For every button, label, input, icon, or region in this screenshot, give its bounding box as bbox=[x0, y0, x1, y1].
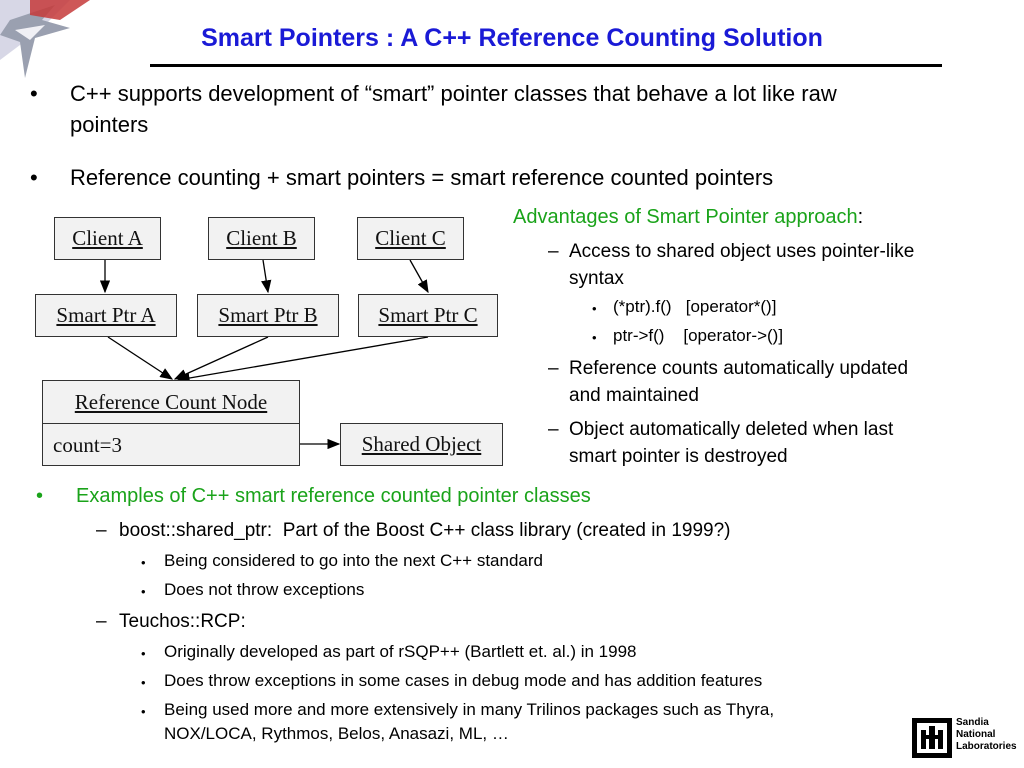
bullet-marker: • bbox=[141, 646, 146, 661]
client-a-box: Client A bbox=[54, 217, 161, 260]
example-teuchos: Teuchos::RCP: bbox=[119, 611, 246, 632]
sandia-logo-text bbox=[956, 717, 1017, 753]
reference-count-value: count=3 bbox=[53, 433, 122, 457]
arrow-ptr-c bbox=[178, 337, 428, 380]
advantage-2b: and maintained bbox=[569, 385, 699, 406]
bullet-text-2: Reference counting + smart pointers = smart reference counted pointers bbox=[70, 165, 774, 190]
bullet-text-1a: C++ supports development of “smart” pointer classes that behave a lot like raw bbox=[70, 81, 837, 106]
advantages-heading bbox=[513, 204, 863, 231]
advantage-2a: Reference counts automatically updated bbox=[569, 358, 909, 379]
advantage-sub-1: (*ptr).f() [operator*()] bbox=[613, 297, 777, 316]
logo-line-2: National bbox=[956, 729, 996, 740]
example-boost-sub-1: Being considered to go into the next C++ standard bbox=[164, 551, 543, 570]
dash-marker: – bbox=[548, 358, 559, 379]
client-c-box: Client C bbox=[357, 217, 464, 260]
example-teuchos-sub-1: Originally developed as part of rSQP++ (Bartlett et. al.) in 1998 bbox=[164, 642, 637, 661]
bullet-marker: • bbox=[592, 301, 597, 316]
bullet-text-1b: pointers bbox=[70, 112, 149, 137]
examples-heading: Examples of C++ smart reference counted pointer classes bbox=[76, 485, 591, 507]
bullet-marker: • bbox=[141, 675, 146, 690]
example-boost: boost::shared_ptr: Part of the Boost C++ class library (created in 1999?) bbox=[119, 520, 731, 541]
advantage-3a: Object automatically deleted when last bbox=[569, 419, 894, 440]
advantage-3b: smart pointer is destroyed bbox=[569, 446, 788, 467]
example-teuchos-sub-3b: NOX/LOCA, Rythmos, Belos, Anasazi, ML, … bbox=[164, 724, 509, 743]
advantages-heading-text: Advantages of Smart Pointer approach bbox=[513, 206, 858, 228]
bullet-marker: • bbox=[30, 165, 38, 190]
bullet-marker: • bbox=[141, 704, 146, 719]
logo-line-1: Sandia bbox=[956, 717, 989, 728]
advantage-1b: syntax bbox=[569, 268, 624, 289]
client-b-box: Client B bbox=[208, 217, 315, 260]
arrow-ptr-a bbox=[108, 337, 172, 379]
title-divider bbox=[150, 64, 942, 67]
shared-object-box: Shared Object bbox=[340, 423, 503, 466]
example-teuchos-sub-3a: Being used more and more extensively in many Trilinos packages such as Thyra, bbox=[164, 700, 775, 719]
advantages-heading-colon: : bbox=[857, 206, 864, 228]
dash-marker: – bbox=[548, 241, 559, 262]
reference-count-node-title: Reference Count Node bbox=[43, 381, 299, 424]
dash-marker: – bbox=[96, 520, 107, 541]
bullet-marker: • bbox=[141, 555, 146, 570]
example-boost-sub-2: Does not throw exceptions bbox=[164, 580, 365, 599]
bullet-marker: • bbox=[36, 485, 44, 507]
bullet-marker: • bbox=[30, 81, 38, 106]
dash-marker: – bbox=[548, 419, 559, 440]
arrow-client-b bbox=[263, 260, 268, 292]
sandia-logo bbox=[912, 716, 1017, 760]
page-title: Smart Pointers : A C++ Reference Counting Solution bbox=[201, 24, 823, 52]
bullet-marker: • bbox=[592, 330, 597, 345]
arrow-client-c bbox=[410, 260, 428, 292]
dash-marker: – bbox=[96, 611, 107, 632]
bullet-marker: • bbox=[141, 584, 146, 599]
advantage-1a: Access to shared object uses pointer-like bbox=[569, 241, 915, 262]
arrow-ptr-b bbox=[175, 337, 268, 379]
smart-ptr-b-box: Smart Ptr B bbox=[197, 294, 339, 337]
smart-ptr-a-box: Smart Ptr A bbox=[35, 294, 177, 337]
advantage-sub-2: ptr->f() [operator->()] bbox=[613, 326, 784, 345]
logo-line-3: Laboratories bbox=[956, 741, 1017, 752]
example-teuchos-sub-2: Does throw exceptions in some cases in debug mode and has addition features bbox=[164, 671, 763, 690]
sandia-thunderbird-icon bbox=[912, 718, 952, 758]
reference-count-node bbox=[42, 380, 300, 466]
smart-ptr-c-box: Smart Ptr C bbox=[358, 294, 498, 337]
